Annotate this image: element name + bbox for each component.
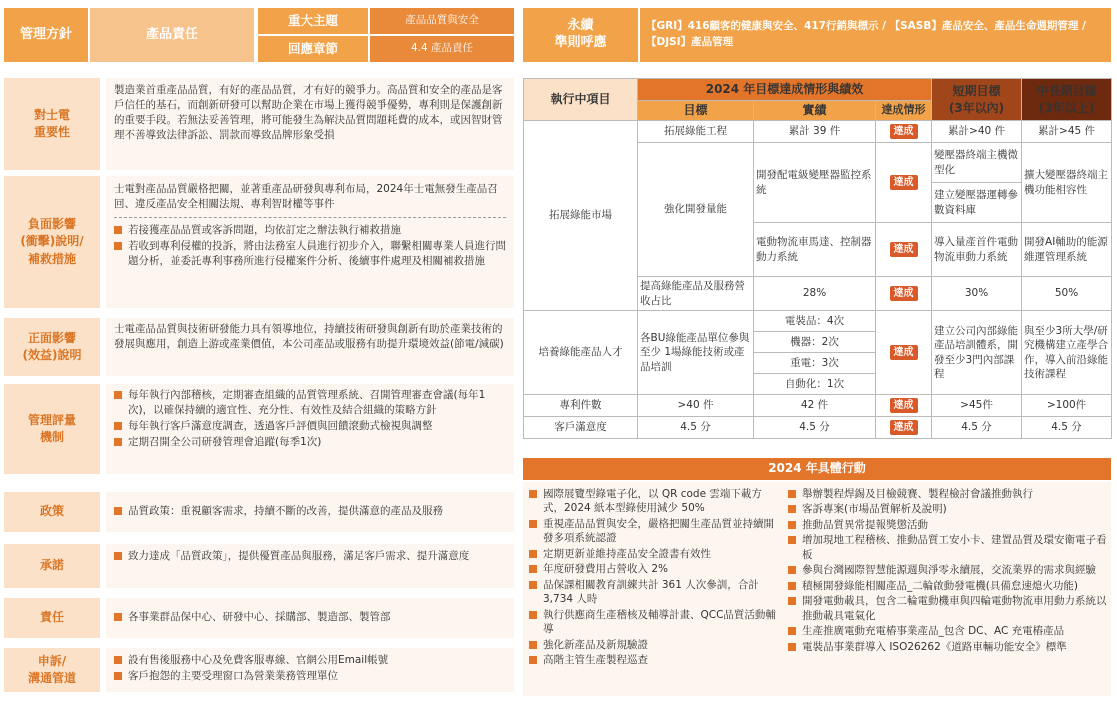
r1-goal: 拓展綠能工程 xyxy=(638,121,754,143)
r3-short: 30% xyxy=(932,277,1022,311)
policy-header-label: 管理方針 xyxy=(4,8,88,62)
significance-label: 對士電 重要性 xyxy=(4,78,100,170)
action-item: 年度研發費用占營收入 2% xyxy=(529,562,779,576)
policy-label: 政策 xyxy=(4,492,100,532)
r5-goal: >40 件 xyxy=(638,395,754,417)
commit-bullet-1: 致力達成「品質政策」，提供優質產品與服務，滿足客戶需求、提升滿意度 xyxy=(114,549,506,564)
r6-goal: 4.5 分 xyxy=(638,417,754,439)
action-item: 推動品質異常提報獎懲活動 xyxy=(788,518,1108,532)
r4-c: 重電：3次 xyxy=(754,353,876,374)
action-item: 高階主管生產製程巡查 xyxy=(529,653,779,667)
r4-goal: 各BU綠能產品單位參與至少 1場綠能技術或產品培訓 xyxy=(638,311,754,395)
r4-long: 與至少3所大學/研究機構建立產學合作，導入前沿綠能技術課程 xyxy=(1022,311,1112,395)
r1-item: 拓展綠能市場 xyxy=(524,121,638,311)
r6-actual: 4.5 分 xyxy=(754,417,876,439)
significance-text: 製造業首重產品品質，有好的產品品質，才有好的競爭力。高品質和安全的產品是客戶信任的基石，而創新研發可以幫助企業在市場上獲得競爭優勢，專利則是保護創新的重要手段。若無法妥善管理，將可能發生為解決品質問題耗費的成本，或因智財管理不善導致法律訴訟、罰款而導致品牌形象受損 xyxy=(106,78,514,170)
r4-b: 機器：2次 xyxy=(754,332,876,353)
negative-impact-label: 負面影響 (衝擊)說明/ 補救措施 xyxy=(4,176,100,308)
targets-table xyxy=(523,78,1112,439)
status-badge: 達成 xyxy=(890,345,918,361)
r4-short: 建立公司內部綠能產品培訓體系，開發至少3門內部課程 xyxy=(932,311,1022,395)
action-item: 品保課相關教育訓練共計 361 人次參訓，合計 3,734 人時 xyxy=(529,578,779,607)
action-item: 執行供應商生產稽核及輔導計畫、QCC品質活動輔導 xyxy=(529,608,779,637)
commitment-label: 承諾 xyxy=(4,544,100,588)
r5-actual: 42 件 xyxy=(754,395,876,417)
action-item: 電裝品事業群導入 ISO26262《道路車輛功能安全》標準 xyxy=(788,640,1108,654)
negative-impact-panel xyxy=(106,176,514,308)
action-item: 國際展覽型錄電子化，以 QR code 雲端下載方式，2024 紙本型錄使用減少 50% xyxy=(529,487,779,516)
topic-label: 重大主題 xyxy=(258,8,368,34)
r2a-long: 擴大變壓器終端主機功能相容性 xyxy=(1022,143,1112,223)
responsibility-panel xyxy=(106,598,514,638)
col-actual-header: 實績 xyxy=(754,101,876,121)
action-item: 定期更新並維持產品安全證書有效性 xyxy=(529,547,779,561)
r5-long: >100件 xyxy=(1022,395,1112,417)
sustainability-label: 永續 準則呼應 xyxy=(523,8,638,62)
chapter-value: 4.4 產品責任 xyxy=(370,36,514,62)
r2b-status xyxy=(876,223,932,277)
neg-bullet-1: 若接獲產品品質或客訴問題，均依訂定之辦法執行補救措施 xyxy=(114,223,506,238)
neg-bullet-2: 若收到專利侵權的投訴，將由法務室人員進行初步介入，聯繫相關專業人員進行問題分析，並委託專利事務所進行侵權案件分析、後續事件處理及相關補救措施 xyxy=(114,239,506,269)
r1-short: 累計>40 件 xyxy=(932,121,1022,143)
action-item: 增加現地工程稽核、推動品質工安小卡、建置品質及環安衛電子看板 xyxy=(788,533,1108,562)
r2a-status xyxy=(876,143,932,223)
r5-short: >45件 xyxy=(932,395,1022,417)
r2b-long: 開發AI輔助的能源維運管理系統 xyxy=(1022,223,1112,277)
r4-status xyxy=(876,311,932,395)
r2a-short1: 變壓器終端主機微型化 xyxy=(932,143,1022,183)
r1-long: 累計>45 件 xyxy=(1022,121,1112,143)
commitment-panel xyxy=(106,544,514,588)
status-badge: 達成 xyxy=(890,286,918,302)
r3-status xyxy=(876,277,932,311)
sustainability-value: 【GRI】416顧客的健康與安全、417行銷與標示 / 【SASB】產品安全、產品生命週期管理 / 【DJSI】產品管理 xyxy=(640,8,1111,62)
status-badge: 達成 xyxy=(890,420,918,436)
evaluation-label: 管理評量 機制 xyxy=(4,384,100,474)
status-badge: 達成 xyxy=(890,242,918,258)
action-item: 生產推廣電動充電樁事業產品_包含 DC、AC 充電樁產品 xyxy=(788,624,1108,638)
eval-bullet-2: 每年執行客戶滿意度調查，透過客戶評價與回饋滾動式檢視與調整 xyxy=(114,419,506,434)
r4-d: 自動化：1次 xyxy=(754,374,876,395)
r6-long: 4.5 分 xyxy=(1022,417,1112,439)
r2-goal: 強化開發量能 xyxy=(638,143,754,277)
r3-actual: 28% xyxy=(754,277,876,311)
action-item: 參與台灣國際智慧能源週與淨零永續展，交流業界的需求與經驗 xyxy=(788,563,1108,577)
r3-long: 50% xyxy=(1022,277,1112,311)
action-item: 重視產品品質與安全，嚴格把關生產品質並持續開發多項系統認證 xyxy=(529,517,779,546)
negative-impact-text: 士電對產品品質嚴格把關，並著重產品研發與專利布局，2024年士電無發生產品召回、違反產品安全相關法規、專利智財權等事件 xyxy=(114,183,498,210)
actions-left-list xyxy=(529,487,779,669)
r1-status xyxy=(876,121,932,143)
policy-bullet-1: 品質政策：重視顧客需求，持續不斷的改善，提供滿意的產品及服務 xyxy=(114,504,506,519)
col-status-header: 達成情形 xyxy=(876,101,932,121)
r3-goal: 提高綠能產品及服務營收占比 xyxy=(638,277,754,311)
col-short-header: 短期目標 (3年以內) xyxy=(932,79,1022,121)
grievance-panel xyxy=(106,648,514,692)
action-item: 開發電動載具，包含二輪電動機車與四輪電動物流車用動力系統以推動載具電氣化 xyxy=(788,594,1108,623)
status-badge: 達成 xyxy=(890,124,918,140)
r2b-short: 導入量產首件電動物流車動力系統 xyxy=(932,223,1022,277)
resp-bullet-1: 各事業群品保中心、研發中心、採購部、製造部、製管部 xyxy=(114,610,506,625)
positive-impact-text: 士電產品品質與技術研發能力具有領導地位，持續技術研發與創新有助於產業技術的發展與應用，創造上游或產業價值，本公司產品或服務有助提升環境效益(節電/減碳) xyxy=(106,318,514,376)
r2a-short2: 建立變壓器運轉參數資料庫 xyxy=(932,183,1022,223)
r6-item: 客戶滿意度 xyxy=(524,417,638,439)
action-item: 強化新產品及新規驗證 xyxy=(529,638,779,652)
action-item: 舉辦製程焊錫及目檢競賽、製程檢討會議推動執行 xyxy=(788,487,1108,501)
col-long-header: 中長期目標 (3年以上) xyxy=(1022,79,1112,121)
policy-panel xyxy=(106,492,514,532)
col-goal-header: 目標 xyxy=(638,101,754,121)
r2b-actual: 電動物流車馬達、控制器動力系統 xyxy=(754,223,876,277)
eval-bullet-3: 定期召開全公司研發管理會追蹤(每季1次) xyxy=(114,435,506,450)
chapter-label: 回應章節 xyxy=(258,36,368,62)
topic-value: 產品品質與安全 xyxy=(370,8,514,34)
policy-header-value: 產品責任 xyxy=(90,8,254,62)
grievance-label: 申訴/ 溝通管道 xyxy=(4,648,100,692)
actions-title: 2024 年具體行動 xyxy=(523,458,1111,480)
griev-bullet-1: 設有售後服務中心及免費客服專線、官網公用Email帳號 xyxy=(114,653,506,668)
r5-item: 專利件數 xyxy=(524,395,638,417)
col-item-header: 執行中項目 xyxy=(524,79,638,121)
actions-right-list xyxy=(788,487,1108,655)
responsibility-label: 責任 xyxy=(4,598,100,638)
r2a-actual: 開發配電級變壓器監控系統 xyxy=(754,143,876,223)
griev-bullet-2: 客戶抱怨的主要受理窗口為營業業務管理單位 xyxy=(114,669,506,684)
evaluation-panel xyxy=(106,384,514,474)
positive-impact-label: 正面影響 (效益)說明 xyxy=(4,318,100,376)
col-group-header: 2024 年目標達成情形與績效 xyxy=(638,79,932,101)
r4-item: 培養綠能產品人才 xyxy=(524,311,638,395)
status-badge: 達成 xyxy=(890,175,918,191)
eval-bullet-1: 每年執行內部稽核，定期審查組織的品質管理系統、召開管理審查會議(每年1次)，以確保持續的適宜性、充分性、有效性及結合組織的策略方針 xyxy=(114,388,506,418)
r1-actual: 累計 39 件 xyxy=(754,121,876,143)
r6-status xyxy=(876,417,932,439)
r4-a: 電裝品：4次 xyxy=(754,311,876,332)
status-badge: 達成 xyxy=(890,398,918,414)
action-item: 客訴專案(市場品質解析及說明) xyxy=(788,502,1108,516)
action-item: 積極開發綠能相關產品_二輪啟動發電機(具備怠速熄火功能) xyxy=(788,579,1108,593)
divider xyxy=(114,217,506,218)
r6-short: 4.5 分 xyxy=(932,417,1022,439)
r5-status xyxy=(876,395,932,417)
